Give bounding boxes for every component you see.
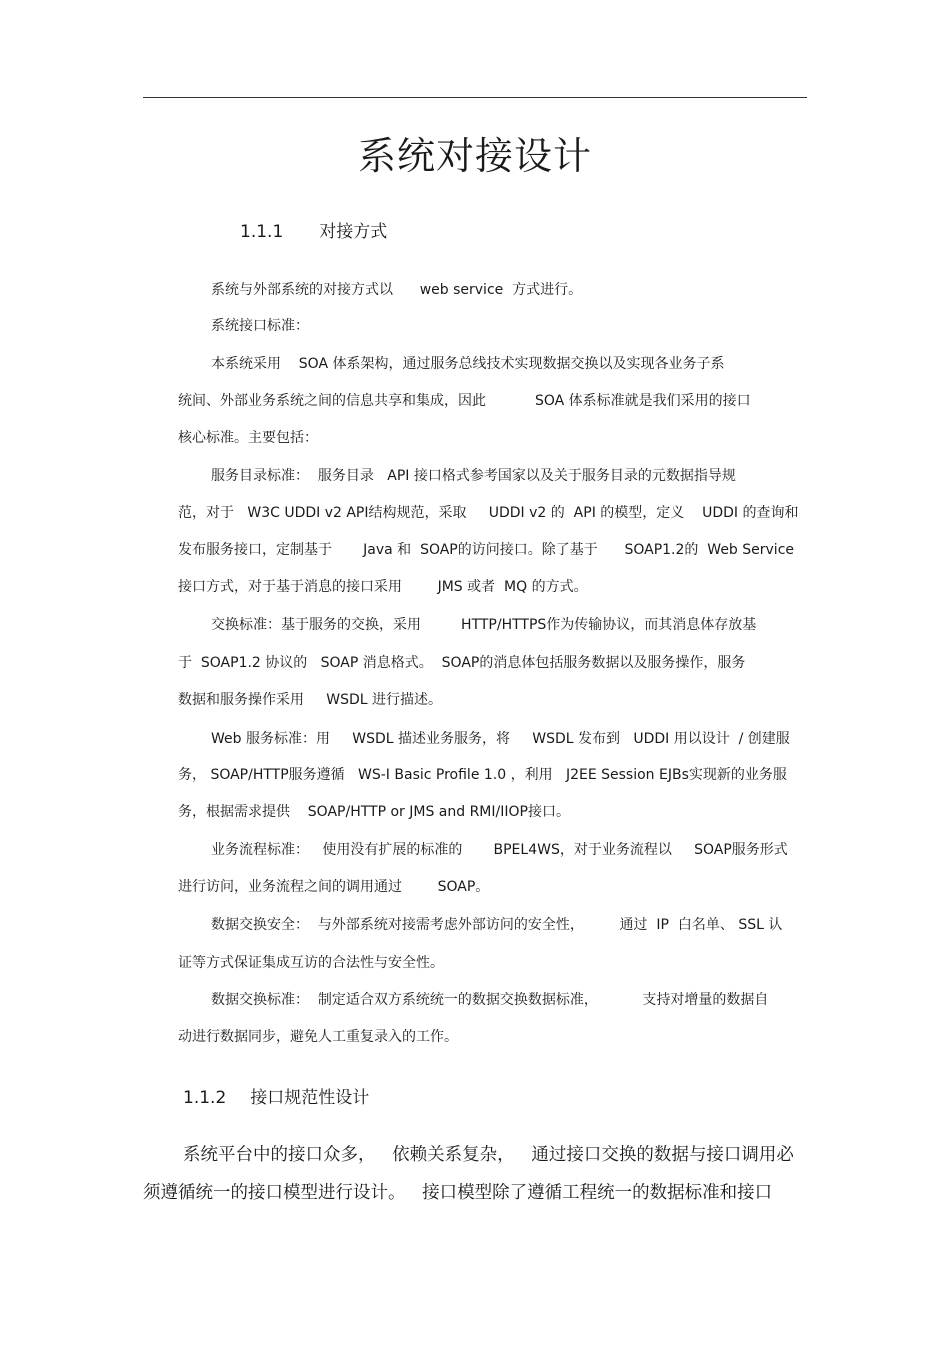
section-heading-1-1-1: [240, 220, 387, 244]
paragraph-line: Web 服务标准：用 WSDL 描述业务服务，将 WSDL 发布到 UDDI 用以设计 / 创建服: [211, 731, 790, 747]
paragraph-line: 数据交换安全： 与外部系统对接需考虑外部访问的安全性， 通过 IP 白名单、 SSL 认: [211, 917, 783, 933]
section-title: 对接方式: [319, 222, 388, 242]
document-title: 系统对接设计: [357, 134, 592, 178]
section-number: 1.1.2: [183, 1088, 227, 1108]
paragraph-line: 系统接口标准：: [211, 318, 309, 334]
paragraph-line: 须遵循统一的接口模型进行设计。 接口模型除了遵循工程统一的数据标准和接口: [143, 1183, 773, 1203]
paragraph-line: 接口方式，对于基于消息的接口采用 JMS 或者 MQ 的方式。: [178, 579, 588, 595]
paragraph-line: 发布服务接口，定制基于 Java 和 SOAP的访问接口。除了基于 SOAP1.2的 Web Service: [178, 542, 795, 558]
paragraph-line: 于 SOAP1.2 协议的 SOAP 消息格式。 SOAP的消息体包括服务数据以及服务操作，服务: [178, 655, 746, 671]
paragraph-line: 数据交换标准： 制定适合双方系统统一的数据交换数据标准， 支持对增量的数据自: [211, 992, 769, 1008]
paragraph-line: 进行访问，业务流程之间的调用通过 SOAP。: [178, 879, 490, 895]
paragraph-line: 核心标准。主要包括：: [178, 430, 318, 446]
section-number: 1.1.1: [240, 222, 284, 242]
paragraph-line: 务，根据需求提供 SOAP/HTTP or JMS and RMI/IIOP接口。: [178, 804, 570, 820]
header-rule: [143, 97, 807, 98]
paragraph-line: 本系统采用 SOA 体系架构，通过服务总线技术实现数据交换以及实现各业务子系: [211, 356, 725, 372]
paragraph-line: 证等方式保证集成互访的合法性与安全性。: [178, 955, 444, 971]
paragraph-line: 动进行数据同步，避免人工重复录入的工作。: [178, 1029, 458, 1045]
paragraph-line: 范，对于 W3C UDDI v2 API结构规范，采取 UDDI v2 的 API 的模型，定义 UDDI 的查询和: [178, 505, 799, 521]
paragraph-line: 系统与外部系统的对接方式以 web service 方式进行。: [211, 282, 583, 298]
paragraph-line: 服务目录标准： 服务目录 API 接口格式参考国家以及关于服务目录的元数据指导规: [211, 468, 736, 484]
paragraph-line: 数据和服务操作采用 WSDL 进行描述。: [178, 692, 443, 708]
paragraph-line: 交换标准：基于服务的交换，采用 HTTP/HTTPS作为传输协议，而其消息体存放基: [211, 617, 757, 633]
section-heading-1-1-2: [183, 1086, 369, 1110]
paragraph-line: 系统平台中的接口众多， 依赖关系复杂， 通过接口交换的数据与接口调用必: [183, 1145, 794, 1165]
section-title: 接口规范性设计: [250, 1088, 370, 1108]
paragraph-line: 业务流程标准： 使用没有扩展的标准的 BPEL4WS，对于业务流程以 SOAP服务形式: [211, 842, 788, 858]
paragraph-line: 统间、外部业务系统之间的信息共享和集成，因此 SOA 体系标准就是我们采用的接口: [178, 393, 751, 409]
paragraph-line: 务， SOAP/HTTP服务遵循 WS-I Basic Profile 1.0 ，利用 J2EE Session EJBs实现新的业务服: [178, 767, 787, 783]
